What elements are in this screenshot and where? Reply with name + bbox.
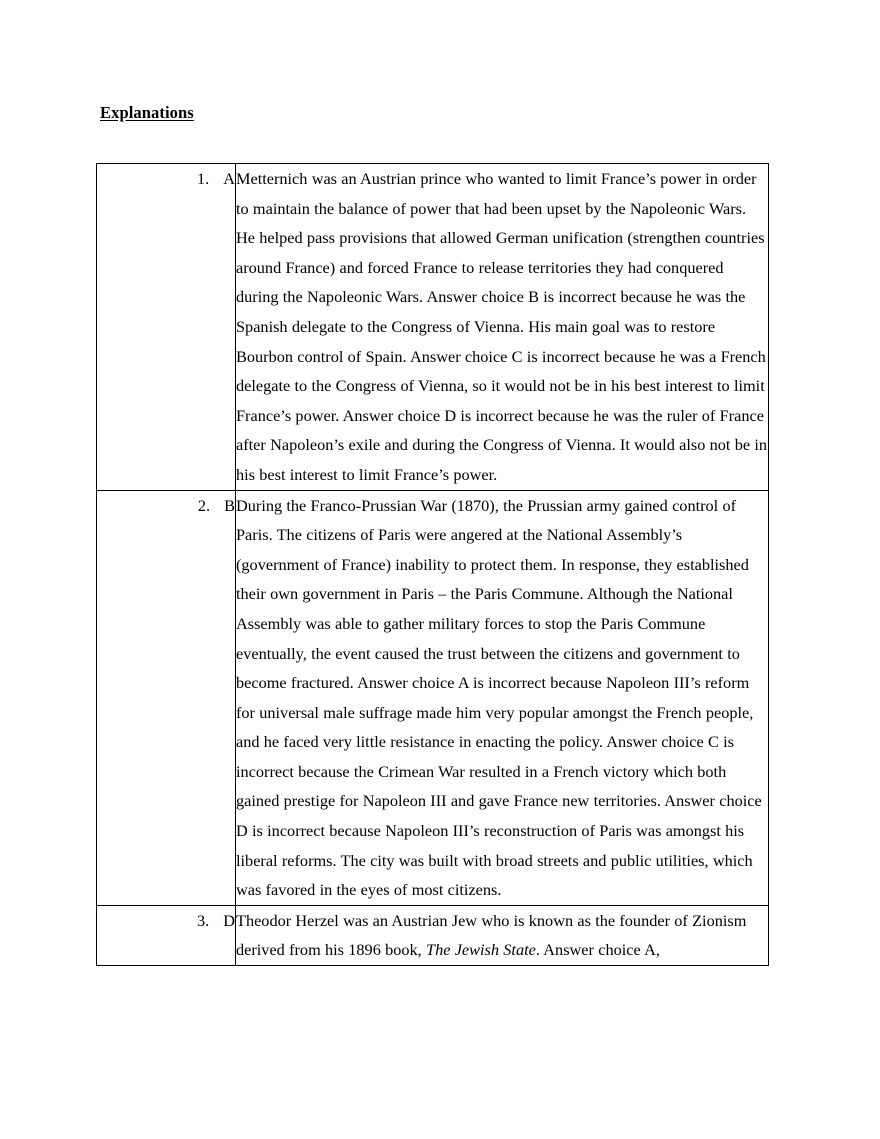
answer-letter: A — [223, 169, 235, 188]
explanations-table-body — [97, 164, 769, 966]
table-row — [97, 164, 769, 491]
table-row — [97, 905, 769, 965]
explanation-cell — [236, 490, 769, 905]
page-title: Explanations — [100, 103, 194, 122]
explanation-text: Theodor Herzel was an Austrian Jew who is known as the founder of Zionism derived from his 1896 book, — [236, 910, 747, 960]
answer-letter: D — [223, 910, 235, 930]
explanation-text-continued: . Answer choice A, — [535, 940, 660, 960]
explanation-text: Metternich was an Austrian prince who wanted to limit France’s power in order to maintain the balance of power that had been upset by the Napoleonic Wars. He helped pass provisions that allowed German unification (strengthen countries around France) and forced France to release territories they had conquered during the Napoleonic Wars. Answer choice B is incorrect because he was the Spanish delegate to the Congress of Vienna. His main goal was to restore Bourbon control of Spain. Answer choice C is incorrect because he was a French delegate to the Congress of Vienna, so it would not be in his best interest to limit France’s power. Answer choice D is incorrect because he was the ruler of France after Napoleon’s exile and during the Congress of Vienna. It would also not be in his best interest to limit France’s power. — [236, 169, 767, 484]
explanation-text: During the Franco-Prussian War (1870), the Prussian army gained control of Paris. The citizens of Paris were angered at the National Assembly’s (government of France) inability to protect them. In response, they established their own government in Paris – the Paris Commune. Although the National Assembly was able to gather military forces to stop the Paris Commune eventually, the event caused the trust between the citizens and government to become fractured. Answer choice A is incorrect because Napoleon III’s reform for universal male suffrage made him very popular amongst the French people, and he faced very little resistance in enacting the policy. Answer choice C is incorrect because the Crimean War resulted in a French victory which both gained prestige for Napoleon III and gave France new territories. Answer choice D is incorrect because Napoleon III’s reconstruction of Paris was amongst his liberal reforms. The city was built with broad streets and public utilities, which was favored in the eyes of most citizens. — [236, 495, 762, 900]
answer-letter: B — [224, 495, 235, 515]
question-number: 1. — [197, 169, 210, 188]
answer-key-cell — [97, 905, 236, 965]
explanation-cell — [236, 164, 769, 491]
explanation-cell — [236, 905, 769, 965]
question-number: 3. — [197, 910, 210, 930]
table-row — [97, 490, 769, 905]
answer-key-cell — [97, 490, 236, 905]
book-title: The Jewish State — [426, 940, 536, 960]
explanations-table — [96, 163, 769, 966]
question-number: 2. — [197, 495, 211, 515]
answer-key-cell — [97, 164, 236, 491]
